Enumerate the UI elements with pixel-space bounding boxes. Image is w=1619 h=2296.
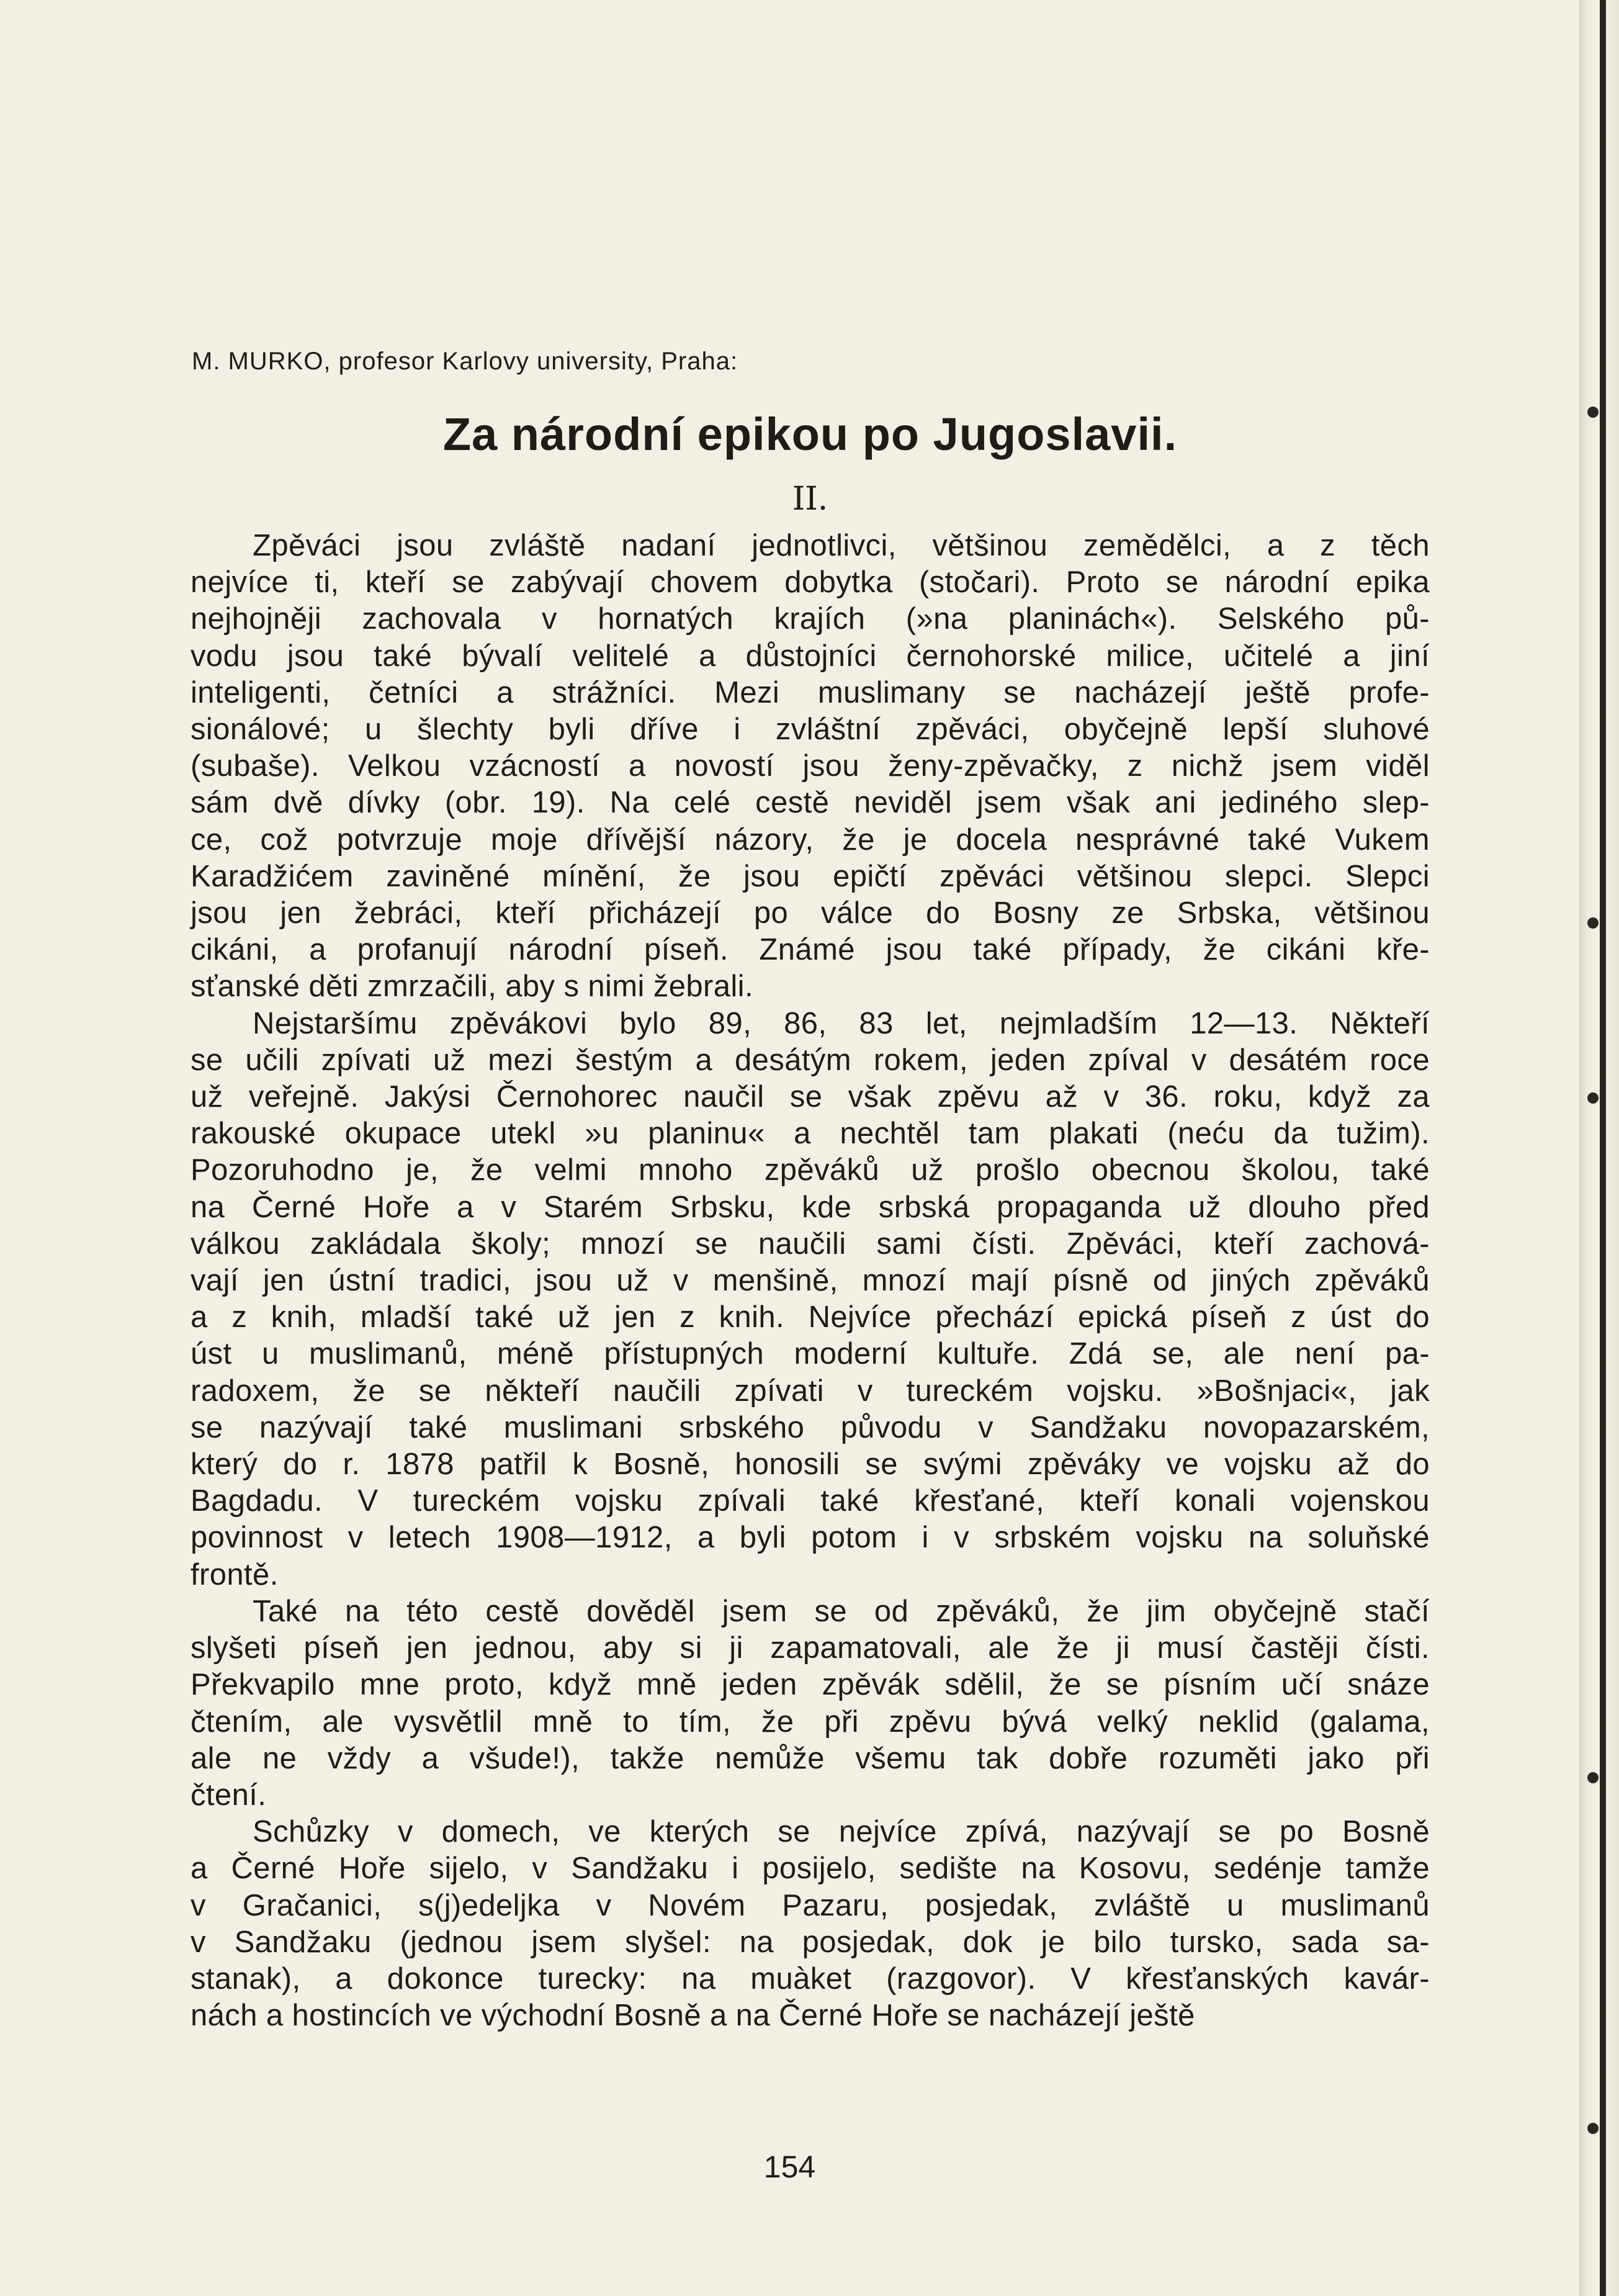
text-line: Bagdadu. V tureckém vojsku zpívali také křesťané, kteří konali vojenskou <box>191 1484 1430 1518</box>
text-line: frontě. <box>191 1557 279 1591</box>
text-line: Nejstaršímu zpěvákovi bylo 89, 86, 83 let, nejmladším 12—13. Někteří <box>253 1006 1430 1040</box>
text-line: nách a hostincích ve východní Bosně a na Černé Hoře se nacházejí ještě <box>191 1999 1195 2033</box>
text-line: (subaše). Velkou vzácností a novostí jsou ženy-zpěvačky, z nichž jsem viděl <box>191 749 1430 783</box>
text-line: se učili zpívati už mezi šestým a desátým rokem, jeden zpíval v desátém roce <box>191 1043 1430 1077</box>
text-line: a z knih, mladší také už jen z knih. Nejvíce přechází epická píseň z úst do <box>191 1300 1430 1335</box>
text-line: sťanské děti zmrzačili, aby s nimi žebrali. <box>191 970 753 1004</box>
text-line: sám dvě dívky (obr. 19). Na celé cestě neviděl jsem však ani jediného slep- <box>191 786 1430 820</box>
text-line: cikáni, a profanují národní píseň. Známé jsou také případy, že cikáni kře- <box>191 933 1430 967</box>
text-line: ale ne vždy a všude!), takže nemůže všemu tak dobře rozuměti jako při <box>191 1741 1430 1775</box>
text-line: se nazývají také muslimani srbského původu v Sandžaku novopazarském, <box>191 1410 1430 1444</box>
paragraph <box>191 528 1430 1006</box>
edge-dot-mark <box>1587 917 1599 929</box>
text-line: rakouské okupace utekl »u planinu« a nechtěl tam plakati (neću da tužim). <box>191 1117 1430 1151</box>
binding-edge-line <box>1600 0 1606 2296</box>
text-line: v Gračanici, s(j)edeljka v Novém Pazaru, posjedak, zvláště u muslimanů <box>191 1888 1430 1922</box>
paragraph <box>191 1006 1430 1593</box>
paragraph <box>191 1593 1430 1814</box>
edge-dot-mark <box>1587 1092 1599 1104</box>
text-line: radoxem, že se někteří naučili zpívati v tureckém vojsku. »Bošnjaci«, jak <box>191 1374 1430 1408</box>
text-line: čtení. <box>191 1778 267 1812</box>
text-line: stanak), a dokonce turecky: na muàket (razgovor). V křesťanských kavár- <box>191 1961 1430 1996</box>
article-title: Za národní epikou po Jugoslavii. <box>442 408 1178 460</box>
text-line: čtením, ale vysvětlil mně to tím, že při zpěvu bývá velký neklid (galama, <box>191 1704 1430 1739</box>
text-line: inteligenti, četníci a strážníci. Mezi muslimany se nacházejí ještě profe- <box>191 675 1430 709</box>
page-number: 154 <box>763 2150 816 2184</box>
text-line: povinnost v letech 1908—1912, a byli potom i v srbském vojsku na soluňské <box>191 1521 1430 1555</box>
text-line: Také na této cestě dověděl jsem se od zpěváků, že jim obyčejně stačí <box>253 1594 1430 1628</box>
text-line: jsou jen žebráci, kteří přicházejí po válce do Bosny ze Srbska, většinou <box>191 896 1430 930</box>
text-line: vají jen ústní tradici, jsou už v menšině, mnozí mají písně od jiných zpěváků <box>191 1264 1430 1298</box>
article-body <box>191 348 1430 2034</box>
text-line: Zpěváci jsou zvláště nadaní jednotlivci, většinou zemědělci, a z těch <box>253 529 1430 562</box>
text-line: vodu jsou také bývalí velitelé a důstojníci černohorské milice, učitelé a jiní <box>191 639 1430 673</box>
text-line: na Černé Hoře a v Starém Srbsku, kde srbská propaganda už dlouho před <box>191 1190 1430 1224</box>
text-line: který do r. 1878 patřil k Bosně, honosili se svými zpěváky ve vojsku až do <box>191 1447 1430 1482</box>
text-line: Pozoruhodno je, že velmi mnoho zpěváků už prošlo obecnou školou, také <box>191 1153 1430 1187</box>
paragraphs <box>191 528 1430 2034</box>
text-line: Překvapilo mne proto, když mně jeden zpěvák sdělil, že se písním učí snáze <box>191 1668 1430 1702</box>
text-line: úst u muslimanů, méně přístupných moderní kultuře. Zdá se, ale není pa- <box>191 1337 1430 1371</box>
text-line: a Černé Hoře sijelo, v Sandžaku i posijelo, sedište na Kosovu, sedénje tamže <box>191 1852 1430 1886</box>
text-line: nejhojněji zachovala v hornatých krajích (»na planinách«). Selského pů- <box>191 602 1430 636</box>
text-line: už veřejně. Jakýsi Černohorec naučil se však zpěvu až v 36. roku, když za <box>191 1080 1430 1114</box>
text-line: sionálové; u šlechty byli dříve i zvláštní zpěváci, obyčejně lepší sluhové <box>191 713 1430 747</box>
next-page-edge <box>1579 0 1619 2296</box>
text-line: v Sandžaku (jednou jsem slyšel: na posjedak, dok je bilo tursko, sada sa- <box>191 1925 1430 1959</box>
edge-dot-mark <box>1587 2123 1599 2134</box>
text-line: válkou zakládala školy; mnozí se naučili sami čísti. Zpěváci, kteří zachová- <box>191 1227 1430 1261</box>
text-line: slyšeti píseň jen jednou, aby si ji zapamatovali, ale že ji musí častěji čísti. <box>191 1631 1430 1665</box>
author-byline: M. MURKO, profesor Karlovy university, Praha: <box>192 348 738 375</box>
text-line: Karadžićem zaviněné mínění, že jsou epičtí zpěváci většinou slepci. Slepci <box>191 859 1430 893</box>
text-line: nejvíce ti, kteří se zabývají chovem dobytka (stočari). Proto se národní epika <box>191 565 1430 600</box>
paragraph <box>191 1814 1430 2034</box>
section-number: II. <box>792 480 828 518</box>
text-line: ce, což potvrzuje moje dřívější názory, že je docela nesprávné také Vukem <box>191 822 1430 857</box>
text-line: Schůzky v domech, ve kterých se nejvíce zpívá, nazývají se po Bosně <box>253 1815 1430 1849</box>
edge-dot-mark <box>1587 1772 1599 1783</box>
edge-dot-mark <box>1587 407 1599 418</box>
